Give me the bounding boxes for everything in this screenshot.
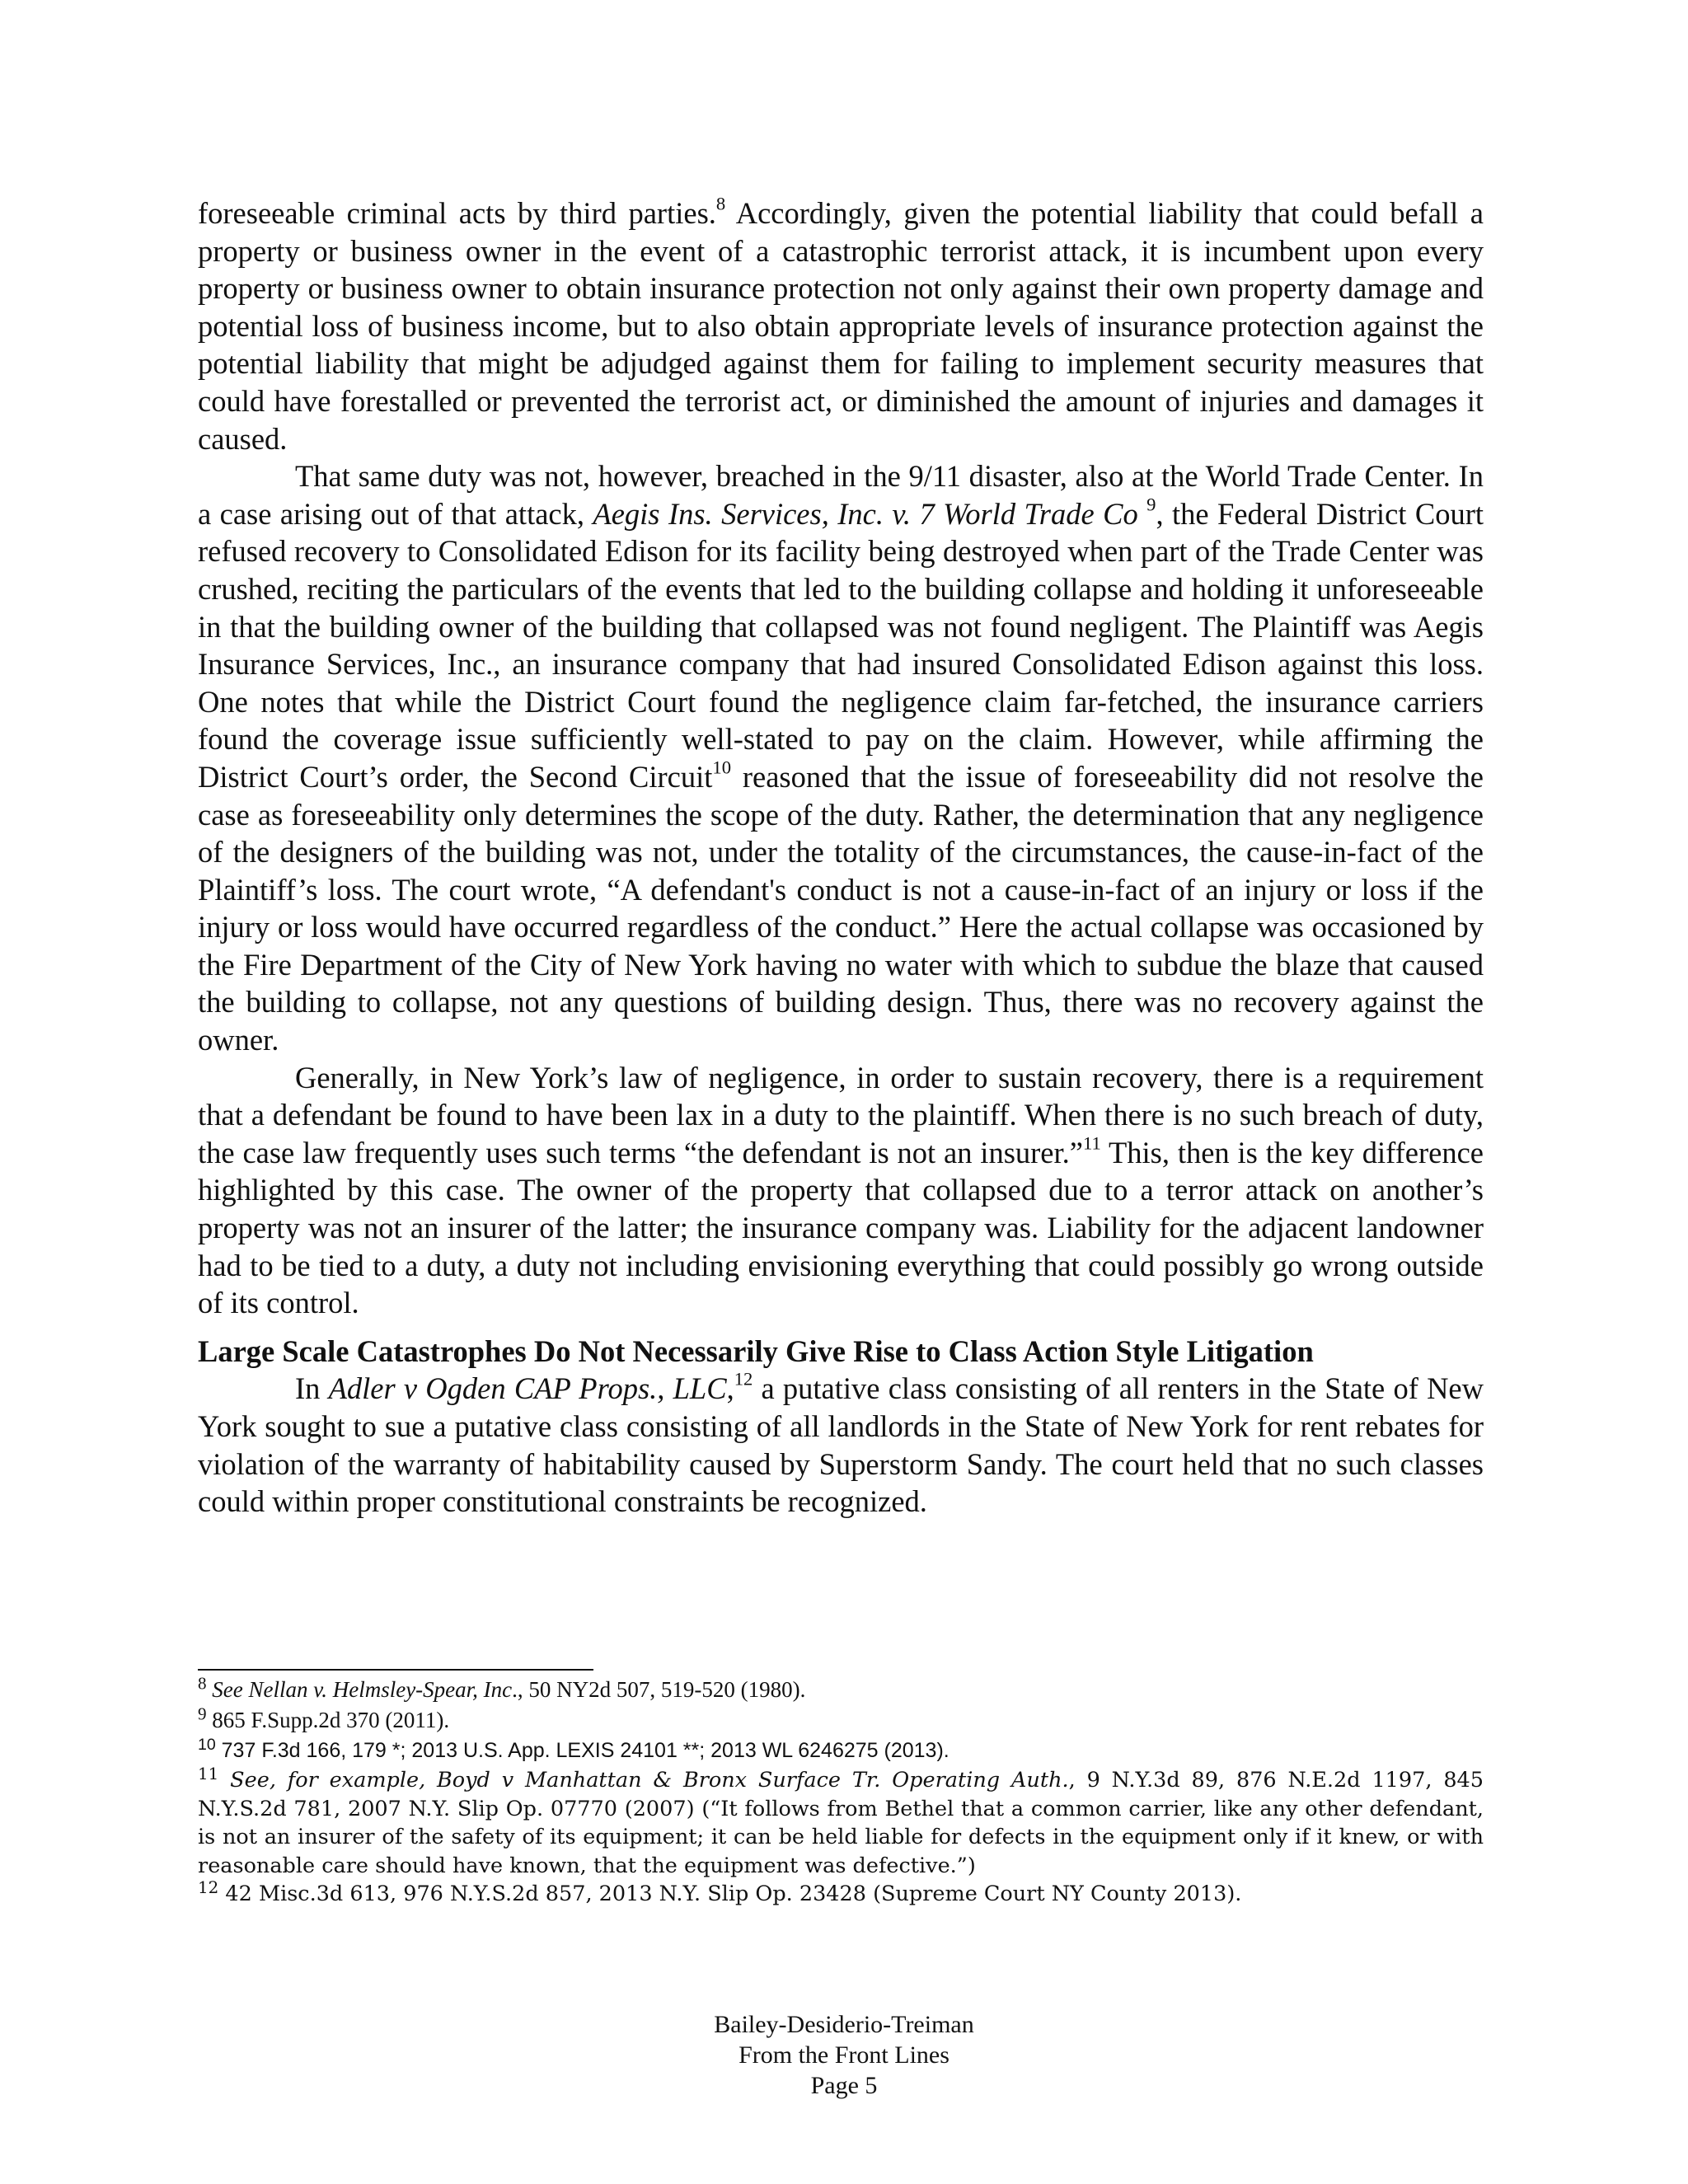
footnote-text: , 9 N.Y.3d 89, 876 N.E.2d 1197, 845 N.Y.S.2d 781, 2007 N.Y. Slip Op. 07770 (2007) (“It follows from Bethel that a common carrier, like any other defendant, is not an insurer of the safety of its equipment; it can be held liable for defects in the equipment only if it knew, or with reasonable care should have known, that the equipment was defective.”) xyxy=(198,1768,1484,1878)
paragraph-4 xyxy=(198,1370,1484,1520)
footer-authors: Bailey-Desiderio-Treiman xyxy=(714,2011,974,2038)
paragraph-1-text: foreseeable criminal acts by third parties. xyxy=(198,196,716,230)
footnote-ref-10[interactable]: 10 xyxy=(712,757,732,778)
footnote-number: 10 xyxy=(198,1736,216,1755)
footnote-ref-11[interactable]: 11 xyxy=(1082,1132,1101,1154)
footnote-number: 9 xyxy=(198,1704,207,1724)
paragraph-2-text: That same duty was not, however, breached in the 9/11 disaster, also at the World Trade Center. In a case arising out of that attack, xyxy=(198,459,1484,531)
footnote-citation: See Nellan v. Helmsley-Spear, Inc xyxy=(212,1677,513,1702)
paragraph-2-text-cont: , the Federal District Court refused recovery to Consolidated Edison for its facility being destroyed when part of the Trade Center was crushed, reciting the particulars of the events that led to the building collapse and holding it unforeseeable in that the building owner of the building that collapsed was not found negligent. The Plaintiff was Aegis Insurance Services, Inc., an insurance company that had insured Consolidated Edison against this loss. One notes that while the District Court found the negligence claim far-fetched, the insurance carriers found the coverage issue sufficiently well-stated to pay on the claim. However, while affirming the District Court’s order, the Second Circuit xyxy=(198,496,1484,794)
footnote-ref-8[interactable]: 8 xyxy=(715,193,726,214)
section-heading: Large Scale Catastrophes Do Not Necessarily Give Rise to Class Action Style Litigation xyxy=(198,1333,1314,1368)
footnote-number: 11 xyxy=(198,1765,219,1784)
footnote-text: ., 50 NY2d 507, 519-520 (1980). xyxy=(512,1677,806,1702)
footnote-10 xyxy=(198,1736,1484,1766)
paragraph-1 xyxy=(198,194,1484,457)
case-name-aegis: Aegis Ins. Services, Inc. v. 7 World Trade Co xyxy=(593,496,1138,531)
footnote-ref-9[interactable]: 9 xyxy=(1146,494,1156,515)
footnote-separator xyxy=(198,1669,593,1671)
body-text xyxy=(198,194,1484,1521)
paragraph-3-text-cont: This, then is the key difference highlighted by this case. The owner of the property that collapsed due to a terror attack on another’s property was not an insurer of the latter; the insurance company was. Liability for the adjacent landowner had to be tied to a duty, a duty not including envisioning everything that could possibly go wrong outside of its control. xyxy=(198,1135,1484,1320)
footnote-text: 42 Misc.3d 613, 976 N.Y.S.2d 857, 2013 N.Y. Slip Op. 23428 (Supreme Court NY County 2013). xyxy=(225,1882,1242,1906)
paragraph-2-text-end: reasoned that the issue of foreseeability did not resolve the case as foreseeability only determines the scope of the duty. Rather, the determination that any negligence of the designers of the building was not, under the totality of the circumstances, the cause-in-fact of the Plaintiff’s loss. The court wrote, “A defendant's conduct is not a cause-in-fact of an injury or loss if the injury or loss would have occurred regardless of the conduct.” Here the actual collapse was occasioned by the Fire Department of the City of New York having no water with which to subdue the blaze that caused the building to collapse, not any questions of building design. Thus, there was no recovery against the owner. xyxy=(198,759,1484,1057)
footnote-text: 737 F.3d 166, 179 *; 2013 U.S. App. LEXIS 24101 **; 2013 WL 6246275 (2013). xyxy=(221,1739,950,1762)
footnote-number: 8 xyxy=(198,1673,207,1694)
paragraph-4-text: In xyxy=(295,1371,329,1406)
paragraph-1-text-cont: Accordingly, given the potential liability that could befall a property or business owner in the event of a catastrophic terrorist attack, it is incumbent upon every property or business owner to obtain insurance protection not only against their own property damage and potential loss of business income, but to also obtain appropriate levels of insurance protection against the potential liability that might be adjudged against them for failing to implement security measures that could have forestalled or prevented the terrorist act, or diminished the amount of injuries and damages it caused. xyxy=(198,196,1484,456)
footnote-citation: See, for example, Boyd v Manhattan & Bronx Surface Tr. Operating Auth. xyxy=(230,1768,1069,1793)
footnote-text: 865 F.Supp.2d 370 (2011). xyxy=(212,1708,450,1732)
paragraph-3 xyxy=(198,1059,1484,1322)
footnote-11 xyxy=(198,1766,1484,1880)
footnote-12 xyxy=(198,1880,1484,1909)
case-name-adler: Adler v Ogden CAP Props., LLC xyxy=(328,1371,727,1406)
footnotes xyxy=(198,1675,1484,1909)
footnote-9 xyxy=(198,1705,1484,1736)
page-footer xyxy=(0,2009,1688,2101)
paragraph-3-text: Generally, in New York’s law of negligence, in order to sustain recovery, there is a requirement that a defendant be found to have been lax in a duty to the plaintiff. When there is no such breach of duty, the case law frequently uses such terms “the defendant is not an insurer.” xyxy=(198,1060,1484,1169)
page-number: Page 5 xyxy=(810,2072,878,2099)
footnote-ref-12[interactable]: 12 xyxy=(734,1369,753,1390)
paragraph-2 xyxy=(198,457,1484,1059)
footer-series: From the Front Lines xyxy=(738,2041,950,2069)
footnote-8 xyxy=(198,1675,1484,1705)
paragraph-4-text-cont: a putative class consisting of all renters in the State of New York sought to sue a putative class consisting of all landlords in the State of New York for rent rebates for violation of the warranty of habitability caused by Superstorm Sandy. The court held that no such classes could within proper constitutional constraints be recognized. xyxy=(198,1371,1484,1519)
footnote-number: 12 xyxy=(198,1878,219,1898)
paragraph-4-comma: , xyxy=(726,1371,734,1406)
